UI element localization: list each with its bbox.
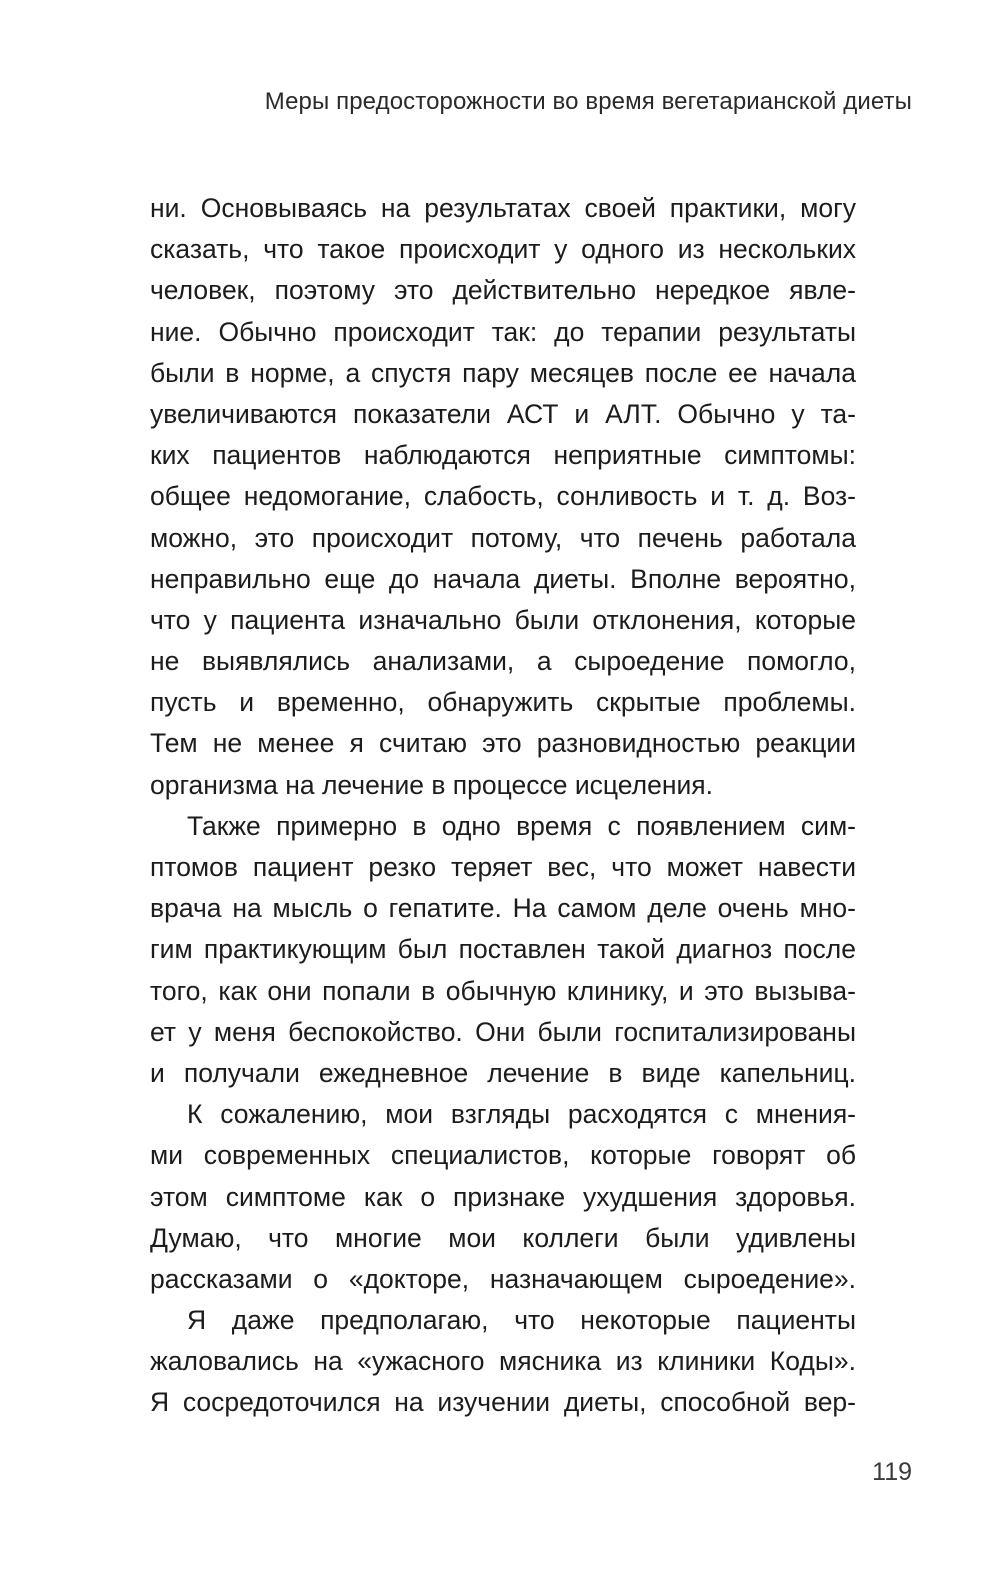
- text-line: Тем не менее я считаю это разновидностью реакции: [150, 728, 856, 759]
- text-line: увеличиваются показатели АСТ и АЛТ. Обычно у та-: [150, 398, 856, 429]
- text-line: этом симптоме как о признаке ухудшения здоровья.: [150, 1181, 856, 1212]
- text-line: того, как они попали в обычную клинику, и это вызыва-: [150, 975, 856, 1006]
- text-line: Я сосредоточился на изучении диеты, способной вер-: [150, 1387, 856, 1418]
- text-line: К сожалению, мои взгляды расходятся с мнения-: [187, 1099, 856, 1130]
- text-line: Я даже предполагаю, что некоторые пациенты: [187, 1305, 856, 1336]
- running-header: Меры предосторожности во время вегетарианской диеты: [264, 88, 912, 115]
- text-line: ми современных специалистов, которые говорят об: [150, 1140, 856, 1171]
- page-number: 119: [872, 1458, 912, 1486]
- text-line: общее недомогание, слабость, сонливость и т. д. Воз-: [150, 481, 856, 512]
- text-line: не выявлялись анализами, а сыроедение помогло,: [150, 646, 856, 677]
- text-line: Также примерно в одно время с появлением сим-: [187, 810, 856, 841]
- text-line: сказать, что такое происходит у одного из нескольких: [150, 234, 856, 265]
- text-line: что у пациента изначально были отклонения, которые: [150, 604, 856, 635]
- text-line: можно, это происходит потому, что печень работала: [150, 522, 856, 553]
- text-line: ни. Основываясь на результатах своей практики, могу: [150, 193, 856, 223]
- body-text: [150, 188, 856, 1424]
- text-line: и получали ежедневное лечение в виде капельниц.: [150, 1057, 856, 1088]
- text-line: организма на лечение в процессе исцеления.: [150, 769, 713, 800]
- text-line: ких пациентов наблюдаются неприятные симптомы:: [150, 440, 856, 471]
- text-line: Думаю, что многие мои коллеги были удивлены: [150, 1222, 856, 1253]
- text-line: неправильно еще до начала диеты. Вполне вероятно,: [150, 563, 856, 594]
- text-line: рассказами о «докторе, назначающем сыроедение».: [150, 1263, 856, 1294]
- text-line: пусть и временно, обнаружить скрытые проблемы.: [150, 687, 856, 718]
- text-line: ет у меня беспокойство. Они были госпитализированы: [150, 1016, 856, 1047]
- text-line: ние. Обычно происходит так: до терапии результаты: [150, 316, 856, 347]
- text-line: были в норме, а спустя пару месяцев после ее начала: [150, 357, 856, 388]
- text-line: гим практикующим был поставлен такой диагноз после: [150, 934, 856, 965]
- text-line: человек, поэтому это действительно нередкое явле-: [150, 275, 856, 306]
- text-line: жаловались на «ужасного мясника из клиники Коды».: [150, 1346, 856, 1377]
- text-line: врача на мысль о гепатите. На самом деле очень мно-: [150, 893, 856, 924]
- text-line: птомов пациент резко теряет вес, что может навести: [150, 852, 856, 882]
